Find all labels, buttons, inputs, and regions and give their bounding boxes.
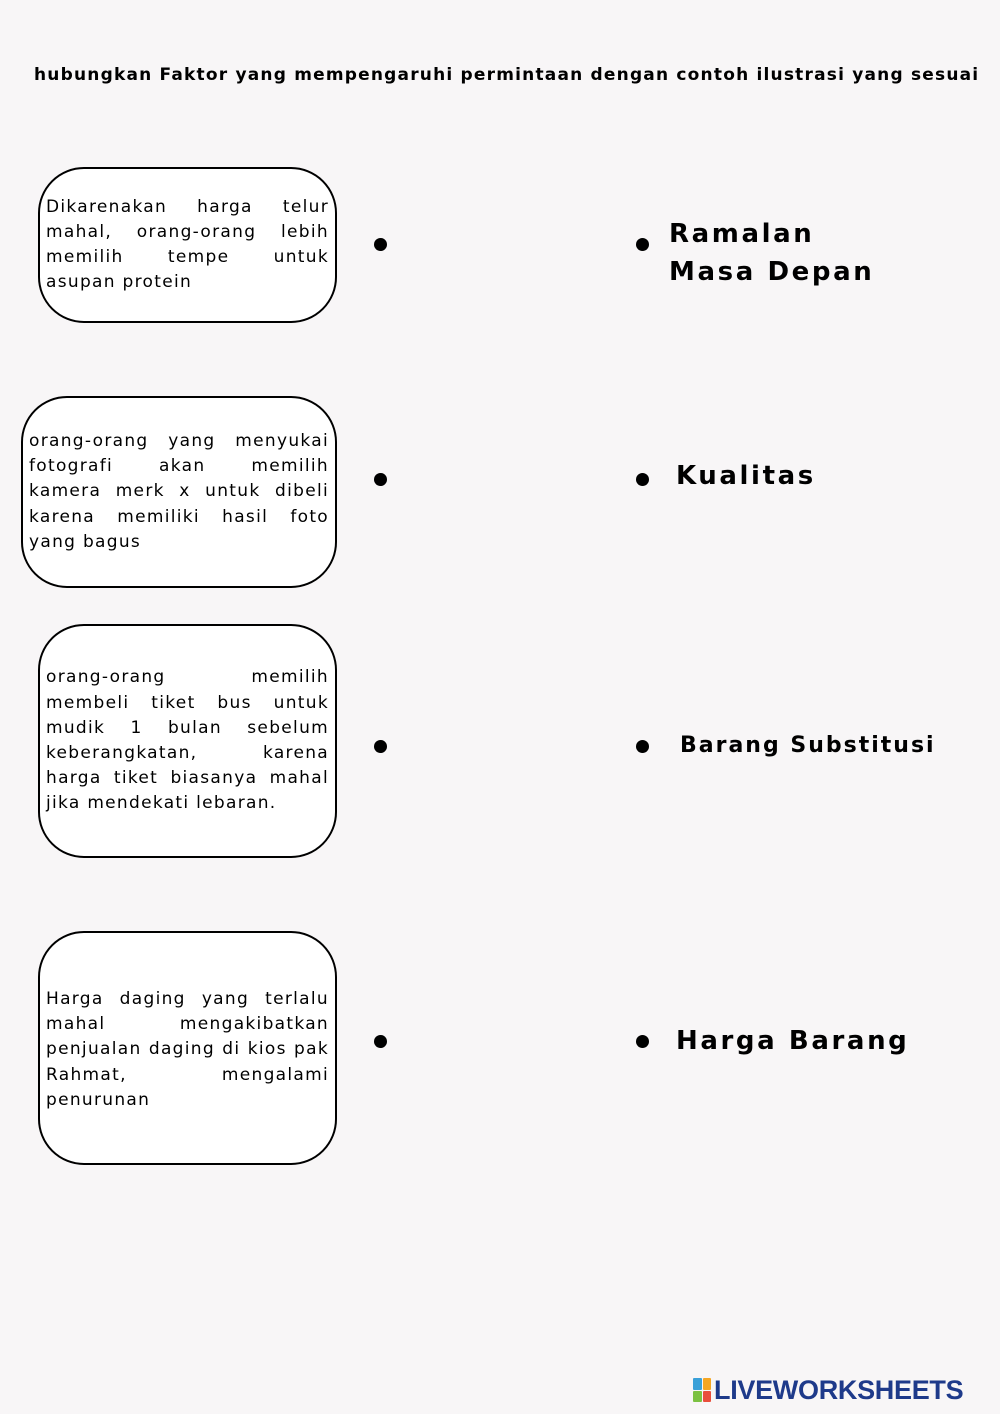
factor-label-3: Barang Substitusi bbox=[680, 733, 936, 758]
right-connect-dot-4[interactable] bbox=[636, 1035, 649, 1048]
illustration-card-1[interactable] bbox=[38, 167, 337, 323]
right-connect-dot-1[interactable] bbox=[636, 238, 649, 251]
liveworksheets-logo-icon bbox=[693, 1378, 711, 1402]
instruction-text: hubungkan Faktor yang mempengaruhi permintaan dengan contoh ilustrasi yang sesuai bbox=[34, 65, 980, 85]
right-connect-dot-3[interactable] bbox=[636, 740, 649, 753]
illustration-card-4[interactable] bbox=[38, 931, 337, 1165]
right-connect-dot-2[interactable] bbox=[636, 473, 649, 486]
factor-label-1: Ramalan Masa Depan bbox=[669, 219, 875, 287]
illustration-card-2[interactable] bbox=[21, 396, 337, 588]
left-connect-dot-4[interactable] bbox=[374, 1035, 387, 1048]
factor-label-2: Kualitas bbox=[676, 461, 816, 491]
left-connect-dot-1[interactable] bbox=[374, 238, 387, 251]
illustration-text-2: orang-orang yang menyukai fotografi akan memilih kamera merk x untuk dibeli karena memiliki hasil foto yang bagus bbox=[29, 430, 329, 552]
illustration-text-3: orang-orang memilih membeli tiket bus untuk mudik 1 bulan sebelum keberangkatan, karena harga tiket biasanya mahal jika mendekati lebaran. bbox=[46, 667, 329, 814]
illustration-text-4: Harga daging yang terlalu mahal mengakibatkan penjualan daging di kios pak Rahmat, mengalami penurunan bbox=[46, 989, 329, 1110]
left-connect-dot-3[interactable] bbox=[374, 740, 387, 753]
factor-label-4: Harga Barang bbox=[676, 1026, 910, 1056]
liveworksheets-logo bbox=[693, 1374, 963, 1406]
left-connect-dot-2[interactable] bbox=[374, 473, 387, 486]
liveworksheets-logo-text: LIVEWORKSHEETS bbox=[714, 1375, 964, 1405]
illustration-text-1: Dikarenakan harga telur mahal, orang-orang lebih memilih tempe untuk asupan protein bbox=[46, 196, 329, 293]
illustration-card-3[interactable] bbox=[38, 624, 337, 858]
